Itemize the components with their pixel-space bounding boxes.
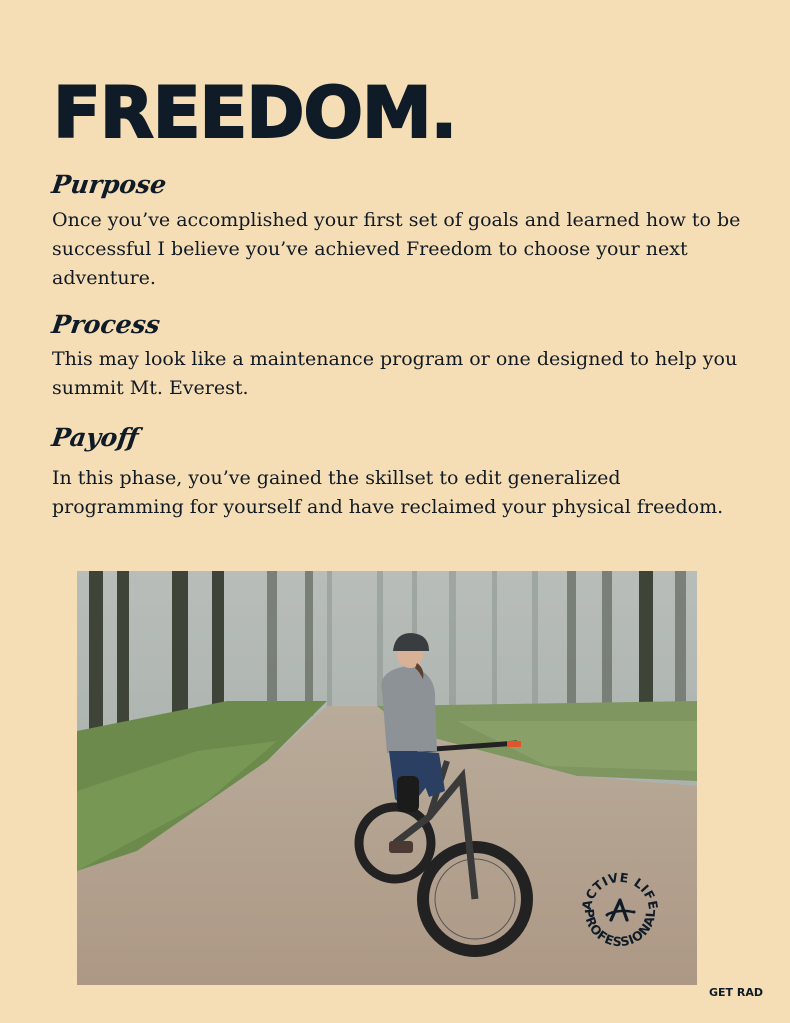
badge-bottom-text: PROFESSIONAL [581, 908, 659, 950]
section-heading-payoff: Payoff [49, 423, 141, 452]
page-title: FREEDOM. [53, 72, 457, 154]
svg-text:PROFESSIONAL [582, 908, 658, 949]
badge-top-text: ACTIVE LIFE [578, 869, 662, 911]
footer-tagline: GET RAD [709, 986, 763, 999]
section-heading-purpose: Purpose [49, 170, 169, 199]
section-body-purpose: Once you’ve accomplished your first set of goals and learned how to be successful I believe you’ve achieved Freedom to choose your next adventure. [52, 209, 741, 289]
section-body-process: This may look like a maintenance program or one designed to help you summit Mt. Everest. [52, 348, 738, 399]
badge-a-mark-icon [606, 900, 636, 920]
section-body-payoff: In this phase, you’ve gained the skillset to edit generalized programming for yourself and have reclaimed your physical freedom. [52, 467, 724, 518]
active-life-professional-logo [577, 868, 663, 954]
section-heading-process: Process [49, 310, 162, 339]
svg-text:ACTIVE LIFE [579, 870, 661, 911]
